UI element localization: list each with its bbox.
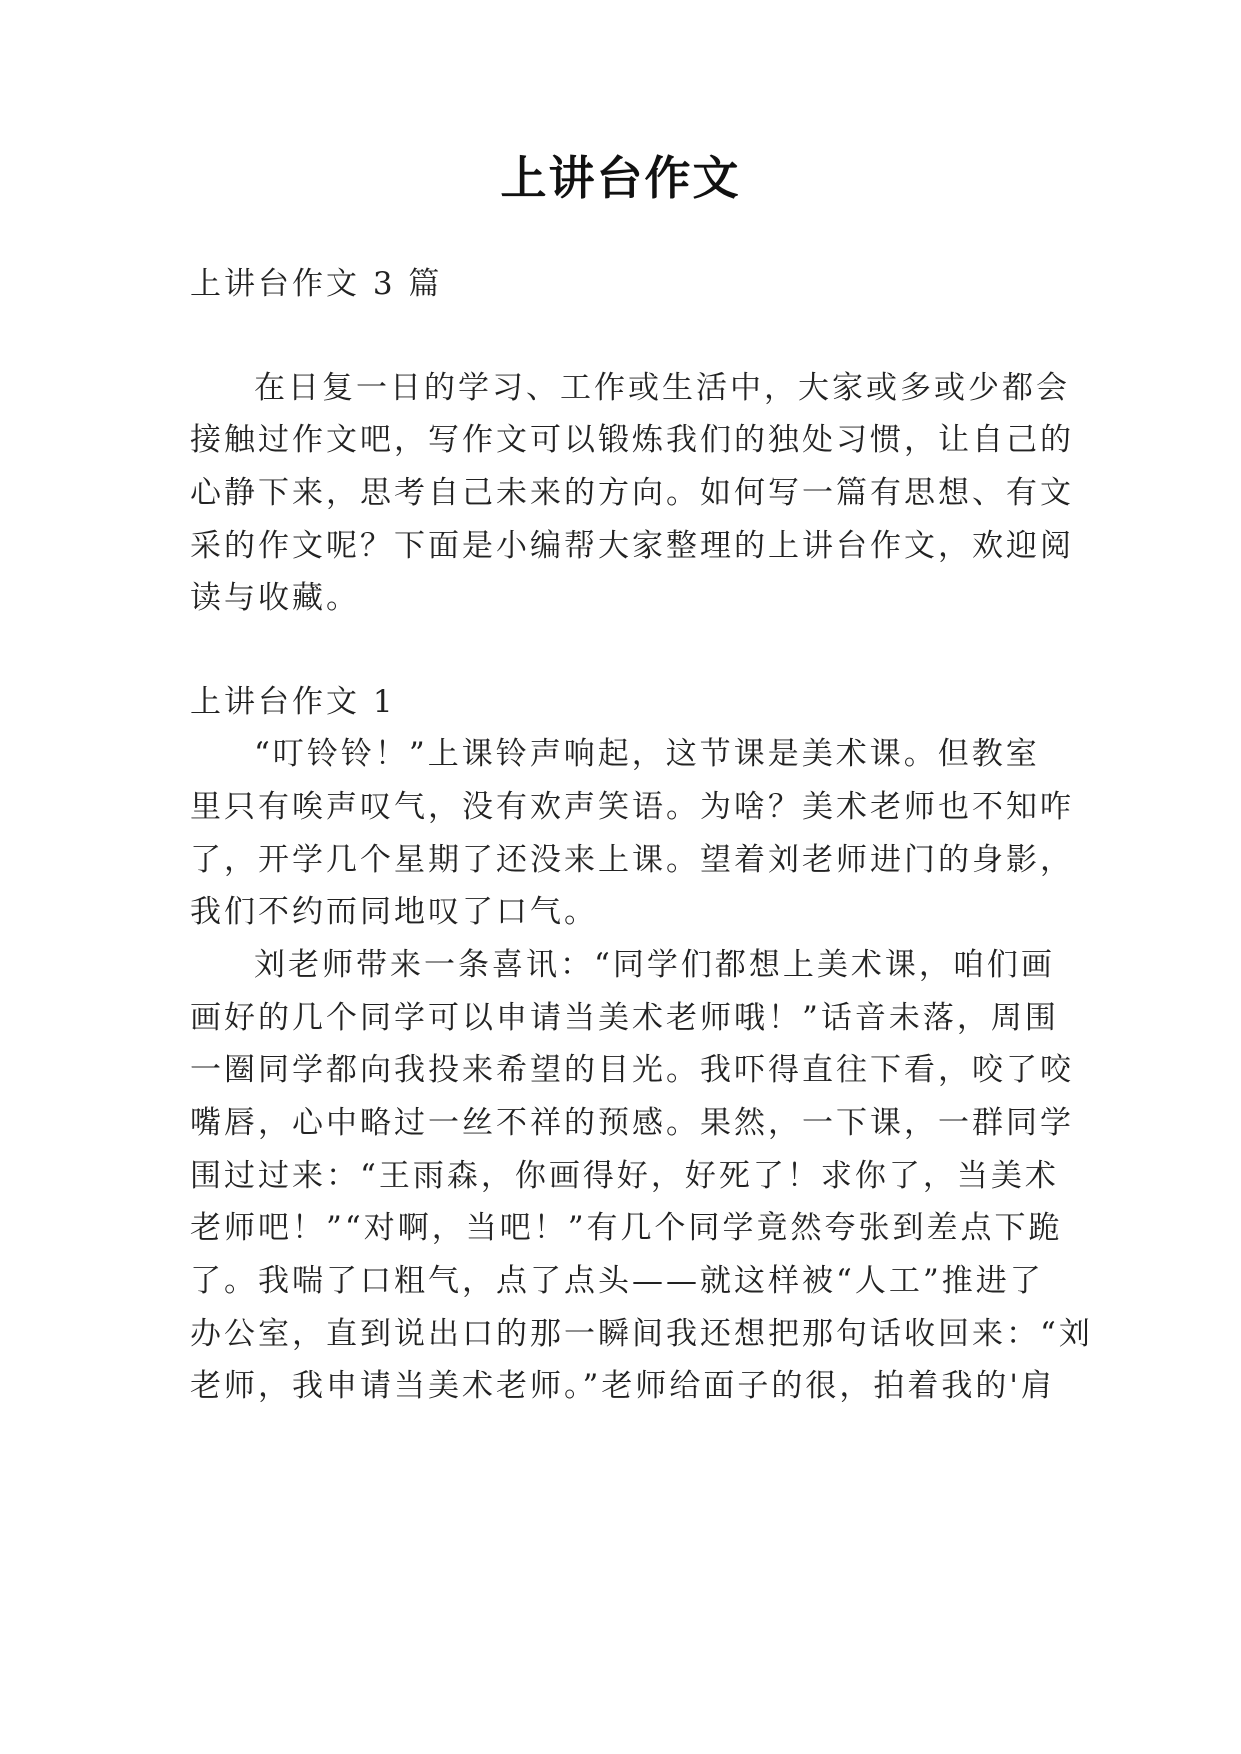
intro-line: 采的作文呢？下面是小编帮大家整理的上讲台作文，欢迎阅 xyxy=(190,528,1074,564)
document-subtitle: 上讲台作文 3 篇 xyxy=(190,266,443,302)
paragraph-line: 老师，我申请当美术老师。”老师给面子的很，拍着我的'肩 xyxy=(190,1368,1055,1404)
paragraph-line: 了，开学几个星期了还没来上课。望着刘老师进门的身影， xyxy=(190,842,1074,878)
intro-line: 接触过作文吧，写作文可以锻炼我们的独处习惯，让自己的 xyxy=(190,422,1074,458)
intro-line: 读与收藏。 xyxy=(190,580,360,616)
paragraph-line: 了。我喘了口粗气，点了点头——就这样被“人工”推进了 xyxy=(190,1263,1044,1299)
paragraph-line: 围过过来：“王雨森，你画得好，好死了！求你了，当美术 xyxy=(190,1158,1059,1194)
paragraph-line: 嘴唇，心中略过一丝不祥的预感。果然，一下课，一群同学 xyxy=(190,1105,1074,1141)
paragraph-line: 里只有唉声叹气，没有欢声笑语。为啥？美术老师也不知咋 xyxy=(190,789,1074,825)
paragraph-line: 我们不约而同地叹了口气。 xyxy=(190,894,598,930)
paragraph-line: “叮铃铃！”上课铃声响起，这节课是美术课。但教室 xyxy=(254,736,1040,772)
paragraph-line: 刘老师带来一条喜讯：“同学们都想上美术课，咱们画 xyxy=(254,947,1055,983)
paragraph-line: 老师吧！”“对啊，当吧！”有几个同学竟然夸张到差点下跪 xyxy=(190,1210,1063,1246)
paragraph-line: 一圈同学都向我投来希望的目光。我吓得直往下看，咬了咬 xyxy=(190,1052,1074,1088)
section-heading: 上讲台作文 1 xyxy=(190,684,396,720)
document-title: 上讲台作文 xyxy=(500,151,741,205)
paragraph-line: 办公室，直到说出口的那一瞬间我还想把那句话收回来：“刘 xyxy=(190,1316,1093,1352)
intro-line: 在日复一日的学习、工作或生活中，大家或多或少都会 xyxy=(254,370,1070,406)
paragraph-line: 画好的几个同学可以申请当美术老师哦！”话音未落，周围 xyxy=(190,1000,1059,1036)
intro-line: 心静下来，思考自己未来的方向。如何写一篇有思想、有文 xyxy=(190,475,1074,511)
